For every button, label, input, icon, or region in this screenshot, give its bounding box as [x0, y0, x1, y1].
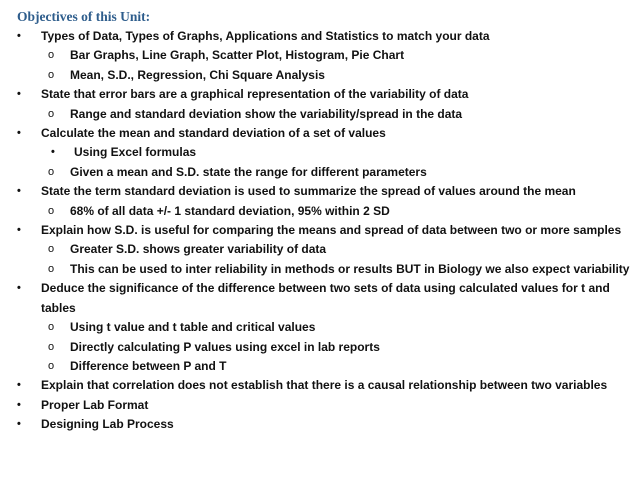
bullet-icon: •	[17, 282, 21, 295]
bullet-icon: •	[17, 398, 21, 411]
sub-item	[42, 318, 630, 337]
sub-item	[42, 66, 630, 85]
sub-list	[41, 240, 630, 279]
objective-item	[17, 396, 630, 415]
objective-item	[17, 415, 630, 434]
bullet-icon: •	[17, 379, 21, 392]
sub-item-text: Directly calculating P values using excel in lab reports	[70, 339, 380, 354]
objective-text: Proper Lab Format	[41, 397, 149, 412]
sub-item-text: Given a mean and S.D. state the range for different parameters	[70, 164, 427, 179]
objective-text: Designing Lab Process	[41, 417, 174, 432]
sub-item-text: Greater S.D. shows greater variability of data	[70, 242, 327, 257]
objective-text: State the term standard deviation is used to summarize the spread of values around the mean	[41, 184, 576, 199]
sub-item	[42, 143, 630, 162]
sub-item	[42, 105, 630, 124]
sub-item	[42, 338, 630, 357]
sub-list	[41, 318, 630, 376]
sub-list	[41, 105, 630, 124]
sub-item-text: Bar Graphs, Line Graph, Scatter Plot, Histogram, Pie Chart	[70, 48, 405, 63]
sub-list	[41, 202, 630, 221]
objective-item	[17, 376, 630, 395]
circle-bullet-icon: o	[48, 340, 55, 353]
dot-bullet-icon: •	[51, 146, 55, 159]
circle-bullet-icon: o	[48, 359, 55, 372]
sub-item	[42, 357, 630, 376]
objective-item	[17, 221, 630, 279]
sub-list	[41, 46, 630, 85]
bullet-icon: •	[17, 418, 21, 431]
unit-objectives-title: Objectives of this Unit:	[17, 9, 151, 24]
objective-item	[17, 85, 630, 124]
circle-bullet-icon: o	[48, 49, 55, 62]
objective-item	[17, 182, 630, 221]
bullet-icon: •	[17, 224, 21, 237]
objective-text: Explain how S.D. is useful for comparing the means and spread of data between two or more samples	[41, 223, 622, 238]
circle-bullet-icon: o	[48, 68, 55, 81]
sub-item-text: Using t value and t table and critical values	[70, 320, 316, 335]
objective-item	[17, 124, 630, 182]
objective-text: Calculate the mean and standard deviation of a set of values	[41, 126, 386, 141]
bullet-icon: •	[17, 30, 21, 42]
objective-item	[17, 279, 630, 376]
sub-item-text: This can be used to inter reliability in methods or results BUT in Biology we also expect variability	[70, 261, 630, 276]
sub-item-text: Difference between P and T	[70, 358, 227, 373]
circle-bullet-icon: o	[48, 262, 55, 275]
sub-item	[42, 202, 630, 221]
sub-item	[42, 240, 630, 259]
sub-item-text: Using Excel formulas	[74, 145, 197, 160]
sub-item-text: Range and standard deviation show the variability/spread in the data	[70, 106, 463, 121]
sub-item-text: 68% of all data +/- 1 standard deviation, 95% within 2 SD	[70, 203, 390, 218]
circle-bullet-icon: o	[48, 204, 55, 217]
circle-bullet-icon: o	[48, 107, 55, 120]
objective-text: Deduce the significance of the difference between two sets of data using calculated values for t and tables	[41, 281, 610, 315]
bullet-icon: •	[17, 88, 21, 101]
objectives-list	[17, 27, 630, 435]
sub-list	[41, 143, 630, 182]
objective-text: Explain that correlation does not establish that there is a causal relationship between two variables	[41, 378, 608, 393]
sub-item-text: Mean, S.D., Regression, Chi Square Analysis	[70, 67, 325, 82]
bullet-icon: •	[17, 127, 21, 140]
sub-item	[42, 260, 630, 279]
sub-item	[42, 163, 630, 182]
circle-bullet-icon: o	[48, 321, 55, 334]
bullet-icon: •	[17, 185, 21, 198]
objective-item	[17, 27, 630, 85]
objective-text: State that error bars are a graphical representation of the variability of data	[41, 87, 469, 102]
objective-text: Types of Data, Types of Graphs, Applications and Statistics to match your data	[41, 29, 490, 43]
sub-item	[42, 46, 630, 65]
circle-bullet-icon: o	[48, 243, 55, 256]
circle-bullet-icon: o	[48, 165, 55, 178]
